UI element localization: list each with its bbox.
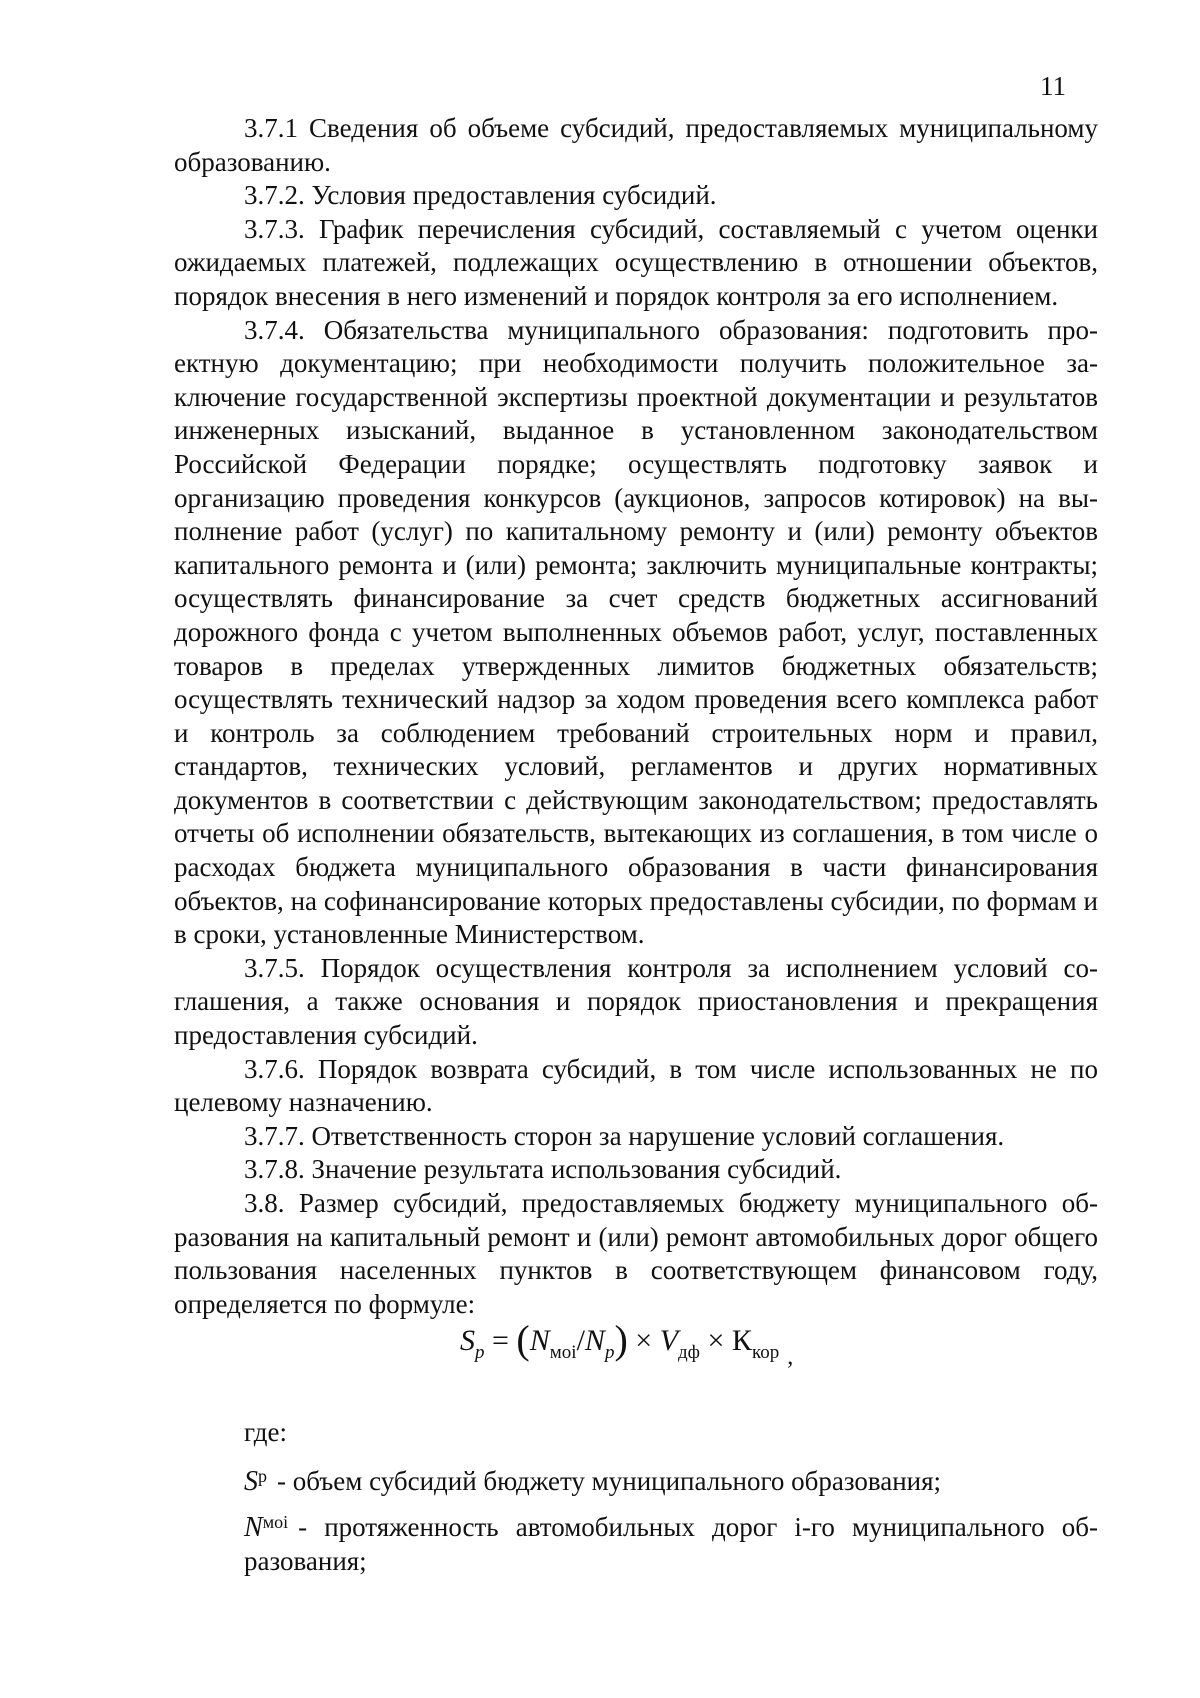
paragraph-3-8: 3.8. Размер субсидий, предоставляемых бюджету муниципального образования на капитальный ремонт и (или) ремонт автомобильных дорог общего пользования населенных пунктов в соответствующем финансовом году, определяется по формуле: <box>174 1188 1098 1319</box>
formula-s-sub: p <box>475 1342 485 1363</box>
formula-rparen: ) <box>614 1317 628 1362</box>
formula-v: V <box>659 1324 679 1357</box>
paragraph-3-7-4: 3.7.4. Обязательства муниципального образования: подготовить проектную документацию; при необходимости получить положительное заключение государственной экспертизы проектной документации и результатов инженерных изысканий, выданное в установленном законодательством Российской Федерации порядке; осуществлять подготовку заявок и организацию проведения конкурсов (аукционов, запросов котировок) на выполнение работ (услуг) по капитальному ремонту и (или) ремонту объектов капитального ремонта и (или) ремонта; заключить муниципальные контракты; осуществлять финансирование за счет средств бюджетных ассигнований дорожного фонда с учетом выполненных объемов работ, услуг, поставленных товаров в пределах утвержденных лимитов бюджетных обязательств; осуществлять технический надзор за ходом проведения всего комплекса работ и контроль за соблюдением требований строительных норм и правил, стандартов, технических условий, регламентов и других нормативных документов в соответствии с действующим законодательством; предоставлять отчеты об исполнении обязательств, вытекающих из соглашения, в том числе о расходах бюджета муниципального образования в части финансирования объектов, на софинансирование которых предоставлены субсидии, по формам и в сроки, установленные Министерством. <box>174 314 1098 950</box>
where-label: где: <box>244 1417 287 1447</box>
paragraph-3-7-7: 3.7.7. Ответственность сторон за нарушение условий соглашения. <box>244 1120 1005 1151</box>
formula-k: К <box>731 1324 752 1357</box>
formula-times-1: × <box>635 1324 653 1357</box>
paragraph-3-7-1: 3.7.1 Сведения об объеме субсидий, предоставляемых муниципальному образованию. <box>174 113 1098 177</box>
definition-s-p <box>244 1460 1098 1499</box>
definition-symbol: $S^p$ <box>244 1465 267 1497</box>
formula-n-p: N <box>584 1324 605 1357</box>
definition-symbol: $N^{моi}$ <box>244 1512 289 1544</box>
formula-lparen: ( <box>516 1317 530 1362</box>
formula-k-sub: кор <box>751 1342 780 1363</box>
formula-v-sub: дф <box>678 1342 700 1363</box>
formula-slash: / <box>576 1324 585 1357</box>
paragraph-3-7-3: 3.7.3. График перечисления субсидий, составляемый с учетом оценки ожидаемых платежей, подлежащих осуществлению в отношении объектов, порядок внесения в него изменений и порядок контроля за его исполнением. <box>174 213 1098 311</box>
definition-text: - объем субсидий бюджету муниципального образования; <box>277 1465 942 1496</box>
definitions-block <box>244 1416 1098 1586</box>
body-text <box>174 112 1098 1321</box>
definition-n-moi <box>244 1506 1098 1578</box>
formula-comma: , <box>787 1344 794 1370</box>
paragraph-3-7-2: 3.7.2. Условия предоставления субсидий. <box>244 180 717 211</box>
formula-n-moi: N <box>529 1324 550 1357</box>
paragraph-3-7-5: 3.7.5. Порядок осуществления контроля за исполнением условий соглашения, а также основания и порядок приостановления и прекращения предоставления субсидий. <box>174 952 1098 1051</box>
definition-text: - протяженность автомобильных дорог i-го муниципального образования; <box>244 1512 1098 1576</box>
formula-n-moi-sub: моi <box>549 1342 577 1363</box>
formula-times-2: × <box>707 1324 725 1357</box>
page-number: 11 <box>1040 71 1066 101</box>
formula-s: S <box>460 1324 475 1357</box>
formula-n-p-sub: p <box>604 1342 615 1363</box>
subsidy-formula <box>460 1318 793 1379</box>
formula-equals: = <box>492 1324 509 1357</box>
paragraph-3-7-8: 3.7.8. Значение результата использования субсидий. <box>244 1154 842 1185</box>
paragraph-3-7-6: 3.7.6. Порядок возврата субсидий, в том числе использованных не по целевому назначению. <box>174 1053 1098 1118</box>
